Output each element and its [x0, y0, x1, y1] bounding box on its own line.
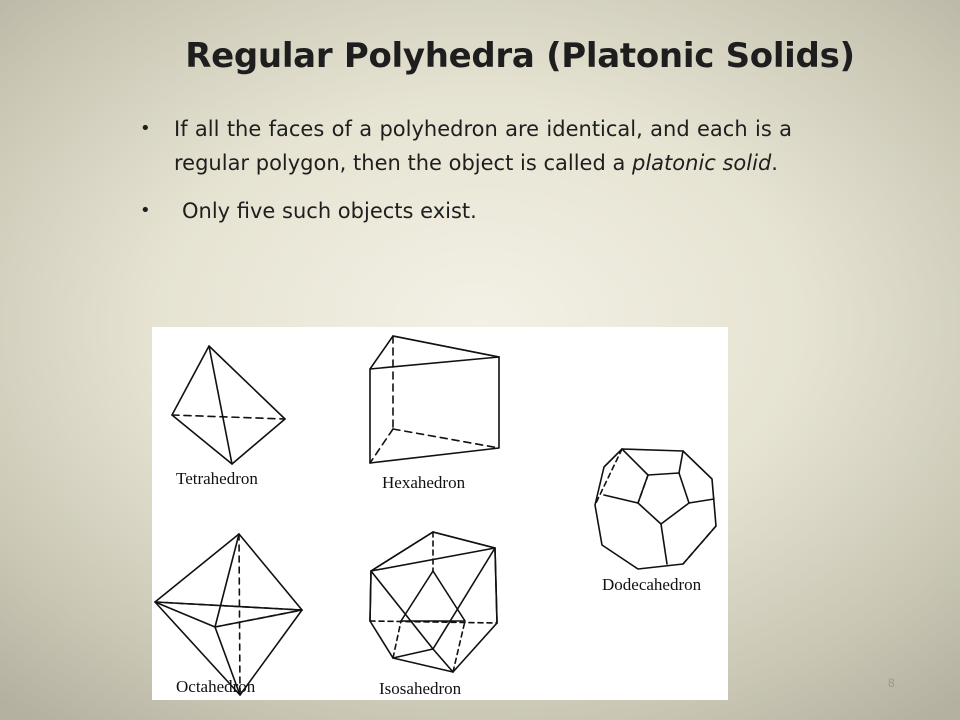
tetrahedron-label: Tetrahedron	[176, 469, 258, 488]
slide-title: Regular Polyhedra (Platonic Solids)	[185, 36, 855, 76]
isosahedron-drawing	[370, 532, 497, 672]
page-number: 8	[888, 676, 895, 690]
octahedron-label: Octahedron	[176, 677, 256, 696]
platonic-solid-emphasis: platonic solid	[632, 151, 772, 175]
bullet-item	[140, 112, 792, 180]
bullet-item	[140, 194, 792, 228]
bullet-marker: •	[140, 200, 151, 221]
bullet-marker: •	[140, 118, 151, 139]
hexahedron-drawing	[370, 336, 499, 463]
platonic-solids-figure	[152, 327, 728, 700]
polyhedra-drawings	[152, 327, 728, 700]
isosahedron-label: Isosahedron	[379, 679, 462, 698]
bullet-text-before: If all the faces of a polyhedron are identical, and each is a regular polygon, then the object is called a	[174, 117, 792, 175]
bullet-text-after: .	[771, 151, 778, 175]
bullet-text	[174, 112, 792, 180]
tetrahedron-drawing	[172, 346, 285, 464]
dodecahedron-label: Dodecahedron	[602, 575, 702, 594]
bullet-list	[140, 112, 792, 228]
hexahedron-label: Hexahedron	[382, 473, 466, 492]
bullet-text: Only five such objects exist.	[182, 199, 477, 223]
octahedron-drawing	[155, 534, 302, 695]
dodecahedron-drawing	[595, 449, 716, 569]
